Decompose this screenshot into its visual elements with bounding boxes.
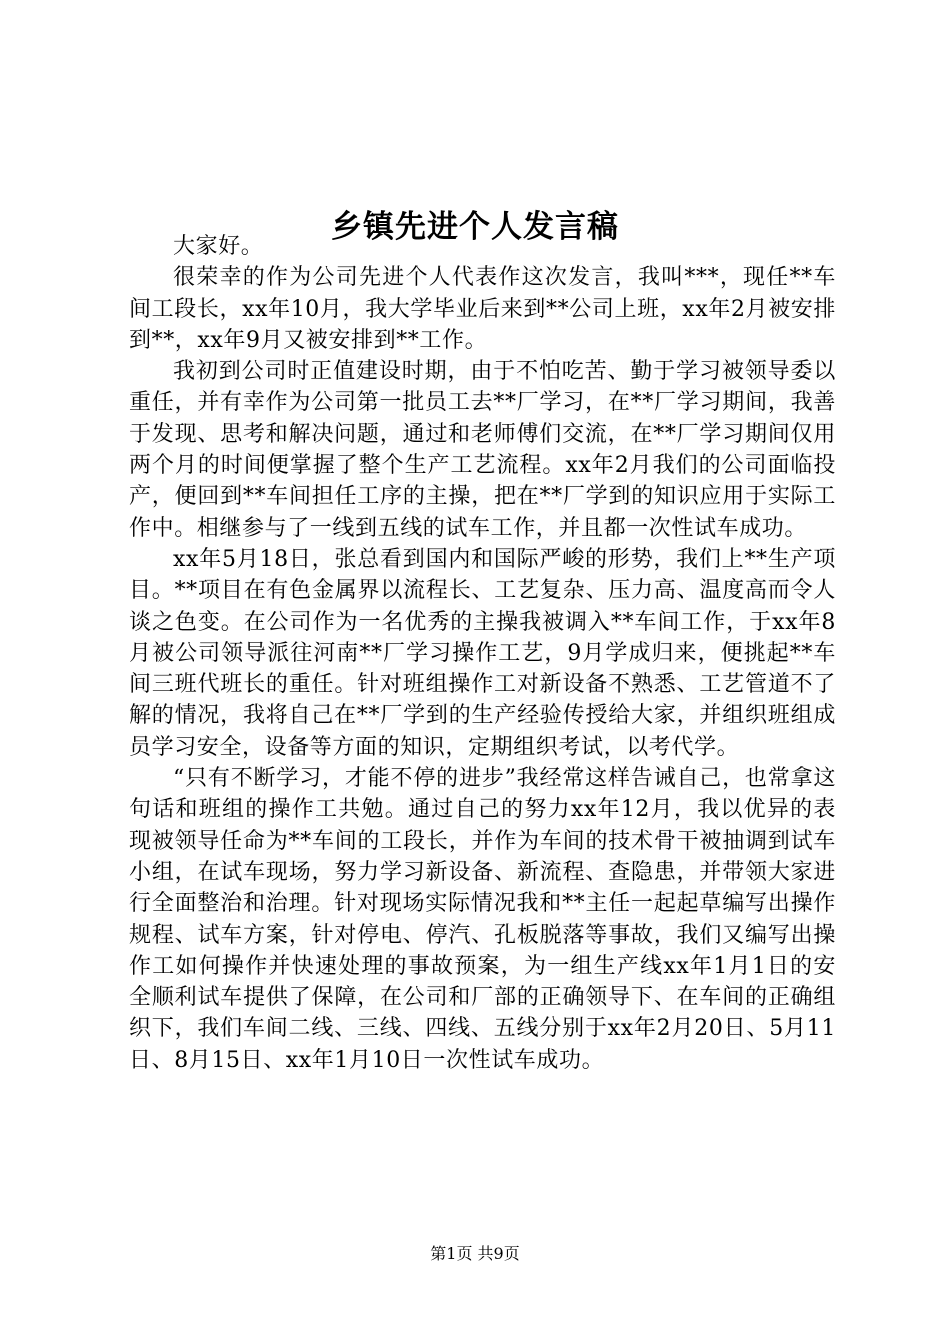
paragraph-greeting: 大家好。	[173, 234, 264, 259]
document-title: 乡镇先进个人发言稿	[331, 208, 619, 245]
paragraph-introduction: 很荣幸的作为公司先进个人代表作这次发言，我叫***，现任**车间工段长，xx年10月，我大学毕业后来到**公司上班，xx年2月被安排到**，xx年9月又被安排到**工作。	[129, 265, 836, 353]
paragraph-achievement: “只有不断学习，才能不停的进步”我经常这样告诫自己，也常拿这句话和班组的操作工共勉。通过自己的努力xx年12月，我以优异的表现被领导任命为**车间的工段长，并作为车间的技术骨干被抽调到试车小组，在试车现场，努力学习新设备、新流程、查隐患，并带领大家进行全面整治和治理。针对现场实际情况我和**主任一起起草编写出操作规程、试车方案，针对停电、停汽、孔板脱落等事故，我们又编写出操作工如何操作并快速处理的事故预案，为一组生产线xx年1月1日的安全顺利试车提供了保障，在公司和厂部的正确领导下、在车间的正确组织下，我们车间二线、三线、四线、五线分别于xx年2月20日、5月11日、8月15日、xx年1月10日一次性试车成功。	[129, 766, 836, 1073]
document-body	[129, 231, 836, 1076]
page-number-footer: 第1页 共9页	[430, 1244, 520, 1263]
paragraph-project: xx年5月18日，张总看到国内和国际严峻的形势，我们上**生产项目。**项目在有色金属界以流程长、工艺复杂、压力高、温度高而令人谈之色变。在公司作为一名优秀的主操我被调入**车间工作，于xx年8月被公司领导派往河南**厂学习操作工艺，9月学成归来，便挑起**车间三班代班长的重任。针对班组操作工对新设备不熟悉、工艺管道不了解的情况，我将自己在**厂学到的生产经验传授给大家，并组织班组成员学习安全，设备等方面的知识，定期组织考试，以考代学。	[129, 546, 836, 760]
paragraph-early-career: 我初到公司时正值建设时期，由于不怕吃苦、勤于学习被领导委以重任，并有幸作为公司第一批员工去**厂学习，在**厂学习期间，我善于发现、思考和解决问题，通过和老师傅们交流，在**厂学习期间仅用两个月的时间便掌握了整个生产工艺流程。xx年2月我们的公司面临投产，便回到**车间担任工序的主操，把在**厂学到的知识应用于实际工作中。相继参与了一线到五线的试车工作，并且都一次性试车成功。	[129, 359, 836, 541]
